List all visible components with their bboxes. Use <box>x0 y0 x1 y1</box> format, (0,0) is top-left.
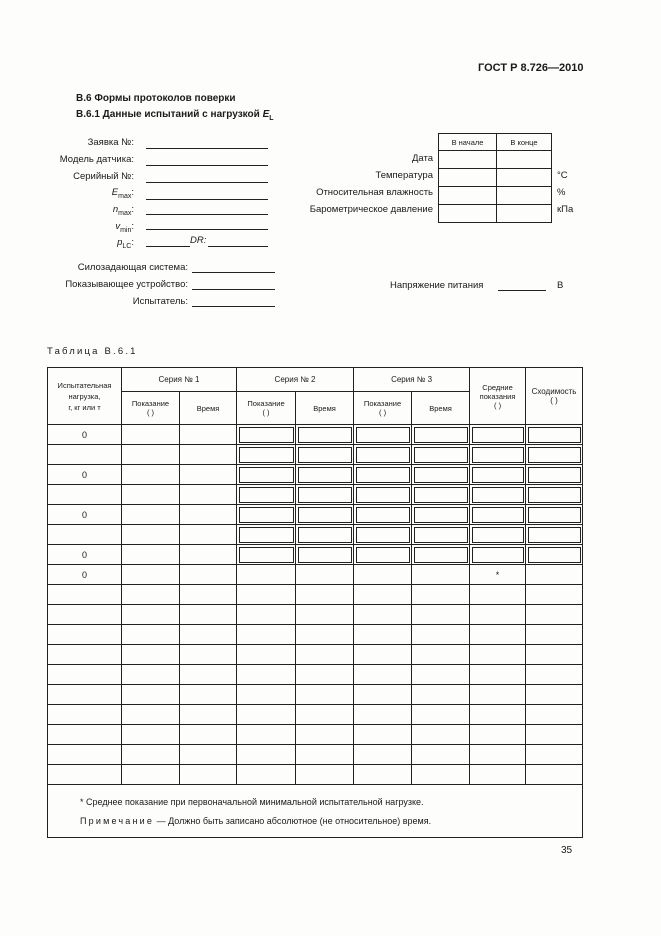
conditions-table <box>438 133 552 223</box>
value-cell[interactable] <box>122 705 180 725</box>
value-cell[interactable] <box>526 745 583 765</box>
dr-text: DR: <box>190 235 207 246</box>
value-cell[interactable] <box>180 425 237 445</box>
load-cell[interactable] <box>48 605 122 625</box>
cond-label-humidity: Относительная влажность <box>316 187 433 198</box>
value-cell[interactable] <box>354 505 412 525</box>
section-title-b6: В.6 Формы протоколов поверки <box>76 93 236 104</box>
table-row <box>48 705 583 725</box>
value-cell[interactable] <box>237 745 296 765</box>
value-cell[interactable] <box>296 565 354 585</box>
value-cell[interactable] <box>122 625 180 645</box>
note <box>80 816 582 826</box>
value-cell[interactable] <box>412 705 470 725</box>
cond-label-date: Дата <box>411 153 433 164</box>
col-end: В конце <box>497 134 552 151</box>
header-load <box>48 368 122 425</box>
header-series1: Серия № 1 <box>122 368 237 392</box>
value-cell[interactable] <box>237 425 296 445</box>
value-cell[interactable] <box>354 445 412 465</box>
nmax-sub: max <box>118 209 132 217</box>
value-cell[interactable] <box>296 625 354 645</box>
value-cell[interactable] <box>122 745 180 765</box>
cond-cell[interactable] <box>439 151 497 169</box>
value-cell[interactable] <box>470 725 526 745</box>
cond-cell[interactable] <box>497 205 552 223</box>
header-reading-paren: ( ) <box>262 408 270 417</box>
value-cell[interactable] <box>354 745 412 765</box>
header-reading-text: Показание <box>131 399 170 408</box>
emax-symbol: E <box>111 187 119 198</box>
value-cell[interactable] <box>122 565 180 585</box>
load-cell[interactable]: 0 <box>48 465 122 485</box>
standard-number: ГОСТ Р 8.726—2010 <box>478 62 584 74</box>
header-reading-3 <box>354 392 412 425</box>
load-cell[interactable]: 0 <box>48 505 122 525</box>
value-cell[interactable] <box>122 665 180 685</box>
table-row <box>48 505 583 525</box>
section-b61-text: В.6.1 Данные испытаний с нагрузкой <box>76 109 260 120</box>
data-rows <box>48 425 583 785</box>
voltage-unit: В <box>557 280 564 291</box>
value-cell[interactable] <box>296 585 354 605</box>
tester-line[interactable] <box>192 306 275 307</box>
value-cell[interactable] <box>354 605 412 625</box>
value-cell[interactable] <box>296 445 354 465</box>
value-cell[interactable] <box>526 485 583 505</box>
value-cell[interactable] <box>180 685 237 705</box>
table-row <box>48 605 583 625</box>
value-cell[interactable] <box>412 685 470 705</box>
value-cell[interactable] <box>354 665 412 685</box>
header-average-text: Средние показания <box>479 382 516 401</box>
main-table <box>47 367 583 838</box>
unit-humidity: % <box>557 187 566 198</box>
value-cell[interactable] <box>237 565 296 585</box>
load-system-label: Силозадающая система: <box>77 262 188 273</box>
table-footnote-cell <box>48 785 583 838</box>
value-cell[interactable] <box>180 565 237 585</box>
value-cell[interactable] <box>122 465 180 485</box>
value-cell[interactable] <box>122 765 180 785</box>
footnote: * Среднее показание при первоначальной минимальной испытательной нагрузке. <box>80 796 424 807</box>
value-cell[interactable] <box>180 745 237 765</box>
value-cell[interactable] <box>296 765 354 785</box>
value-cell[interactable] <box>180 605 237 625</box>
table-row <box>48 485 583 505</box>
note-label: Примечание <box>80 815 155 826</box>
table-row <box>48 765 583 785</box>
value-cell[interactable] <box>296 705 354 725</box>
value-cell[interactable] <box>122 425 180 445</box>
table-row <box>48 425 583 445</box>
value-cell[interactable] <box>526 585 583 605</box>
value-cell[interactable] <box>470 605 526 625</box>
value-cell[interactable] <box>354 425 412 445</box>
average-mark[interactable]: * <box>470 565 526 585</box>
table-row <box>48 525 583 545</box>
cond-cell[interactable] <box>439 205 497 223</box>
value-cell[interactable] <box>470 545 526 565</box>
value-cell[interactable] <box>412 525 470 545</box>
value-cell[interactable] <box>354 705 412 725</box>
note-text: — Должно быть записано абсолютное (не относительное) время. <box>154 815 432 826</box>
load-cell[interactable] <box>48 525 122 545</box>
value-cell[interactable] <box>296 425 354 445</box>
vmin-symbol: v <box>115 221 121 232</box>
plc-line[interactable] <box>146 246 190 247</box>
value-cell[interactable] <box>237 605 296 625</box>
value-cell[interactable] <box>354 485 412 505</box>
value-cell[interactable] <box>237 445 296 465</box>
value-cell[interactable] <box>122 525 180 545</box>
value-cell[interactable] <box>354 525 412 545</box>
value-cell[interactable] <box>412 485 470 505</box>
nmax-line[interactable] <box>146 214 268 215</box>
value-cell[interactable] <box>526 425 583 445</box>
value-cell[interactable] <box>296 685 354 705</box>
value-cell[interactable] <box>526 765 583 785</box>
header-reading-paren: ( ) <box>378 408 387 417</box>
value-cell[interactable] <box>526 605 583 625</box>
cond-cell[interactable] <box>497 169 552 187</box>
load-cell[interactable] <box>48 745 122 765</box>
value-cell[interactable] <box>237 665 296 685</box>
value-cell[interactable] <box>412 645 470 665</box>
load-cell[interactable] <box>48 625 122 645</box>
value-cell[interactable] <box>180 645 237 665</box>
value-cell[interactable] <box>122 725 180 745</box>
value-cell[interactable] <box>526 565 583 585</box>
application-line[interactable] <box>146 148 268 149</box>
tester-label: Испытатель: <box>132 296 188 307</box>
value-cell[interactable] <box>526 625 583 645</box>
page-number: 35 <box>561 845 573 856</box>
header-convergence-text: Сходимость <box>531 387 577 396</box>
sensor-model-label: Модель датчика: <box>59 154 134 165</box>
dr-label <box>190 235 206 246</box>
value-cell[interactable] <box>354 565 412 585</box>
value-cell[interactable] <box>122 645 180 665</box>
cond-cell[interactable] <box>439 169 497 187</box>
value-cell[interactable] <box>526 545 583 565</box>
value-cell[interactable] <box>237 765 296 785</box>
header-reading-1 <box>122 392 180 425</box>
value-cell[interactable] <box>296 645 354 665</box>
voltage-label: Напряжение питания <box>390 280 484 291</box>
value-cell[interactable] <box>296 485 354 505</box>
value-cell[interactable] <box>354 645 412 665</box>
header-series3: Серия № 3 <box>354 368 470 392</box>
value-cell[interactable] <box>470 745 526 765</box>
dr-line[interactable] <box>208 246 268 247</box>
cond-label-temp: Температура <box>375 170 433 181</box>
header-time-1: Время <box>180 392 237 425</box>
header-load-text: Испытательная нагрузка, <box>57 380 112 401</box>
table-row <box>48 465 583 485</box>
load-cell[interactable]: 0 <box>48 425 122 445</box>
value-cell[interactable] <box>180 445 237 465</box>
value-cell[interactable] <box>122 445 180 465</box>
unit-temp: °C <box>557 170 568 181</box>
header-load-units: г, кг или т <box>68 402 101 412</box>
value-cell[interactable] <box>180 525 237 545</box>
value-cell[interactable] <box>354 685 412 705</box>
value-cell[interactable] <box>180 505 237 525</box>
nmax-label <box>30 204 134 217</box>
value-cell[interactable] <box>526 445 583 465</box>
value-cell[interactable] <box>296 745 354 765</box>
indicator-label: Показывающее устройство: <box>65 279 188 290</box>
value-cell[interactable] <box>526 645 583 665</box>
section-b61-symbol: E <box>262 109 270 120</box>
vmin-sub: min <box>120 226 132 234</box>
table-row <box>48 725 583 745</box>
application-label: Заявка №: <box>87 137 134 148</box>
value-cell[interactable] <box>180 485 237 505</box>
value-cell[interactable] <box>412 565 470 585</box>
value-cell[interactable] <box>296 605 354 625</box>
value-cell[interactable] <box>354 585 412 605</box>
value-cell[interactable] <box>237 645 296 665</box>
table-caption: Таблица В.6.1 <box>47 346 138 357</box>
unit-pressure: кПа <box>557 204 574 215</box>
value-cell[interactable] <box>470 465 526 485</box>
value-cell[interactable] <box>237 545 296 565</box>
value-cell[interactable] <box>526 705 583 725</box>
value-cell[interactable] <box>470 425 526 445</box>
cond-label-pressure: Барометрическое давление <box>309 204 433 215</box>
value-cell[interactable] <box>296 465 354 485</box>
nmax-colon: : <box>131 204 134 215</box>
value-cell[interactable] <box>412 425 470 445</box>
value-cell[interactable] <box>470 685 526 705</box>
value-cell[interactable] <box>412 505 470 525</box>
plc-colon: : <box>131 237 134 248</box>
value-cell[interactable] <box>237 505 296 525</box>
value-cell[interactable] <box>237 625 296 645</box>
value-cell[interactable] <box>354 465 412 485</box>
header-convergence-paren: ( ) <box>550 396 558 405</box>
value-cell[interactable] <box>412 465 470 485</box>
plc-label <box>30 237 134 250</box>
value-cell[interactable] <box>180 665 237 685</box>
table-row <box>48 585 583 605</box>
value-cell[interactable] <box>237 485 296 505</box>
emax-colon: : <box>131 187 134 198</box>
serial-label: Серийный №: <box>73 171 134 182</box>
value-cell[interactable] <box>412 725 470 745</box>
load-cell[interactable] <box>48 705 122 725</box>
voltage-line[interactable] <box>498 290 546 291</box>
table-row <box>48 445 583 465</box>
value-cell[interactable] <box>296 665 354 685</box>
header-reading-text: Показание <box>247 399 285 408</box>
value-cell[interactable] <box>470 625 526 645</box>
value-cell[interactable] <box>412 585 470 605</box>
value-cell[interactable] <box>526 465 583 485</box>
value-cell[interactable] <box>237 705 296 725</box>
value-cell[interactable] <box>526 725 583 745</box>
cond-cell[interactable] <box>497 151 552 169</box>
value-cell[interactable] <box>296 545 354 565</box>
plc-sub: LC <box>122 242 132 250</box>
value-cell[interactable] <box>470 525 526 545</box>
value-cell[interactable] <box>237 525 296 545</box>
value-cell[interactable] <box>122 685 180 705</box>
value-cell[interactable] <box>526 665 583 685</box>
header-reading-paren: ( ) <box>146 408 155 417</box>
nmax-symbol: n <box>112 204 119 215</box>
load-system-line[interactable] <box>192 272 275 273</box>
load-cell[interactable] <box>48 485 122 505</box>
table-row <box>48 545 583 565</box>
value-cell[interactable] <box>354 625 412 645</box>
load-cell[interactable] <box>48 645 122 665</box>
value-cell[interactable] <box>180 765 237 785</box>
table-row <box>48 665 583 685</box>
value-cell[interactable] <box>412 545 470 565</box>
value-cell[interactable] <box>354 725 412 745</box>
value-cell[interactable] <box>412 745 470 765</box>
cond-cell[interactable] <box>439 187 497 205</box>
value-cell[interactable] <box>296 725 354 745</box>
value-cell[interactable] <box>470 485 526 505</box>
value-cell[interactable] <box>412 605 470 625</box>
value-cell[interactable] <box>412 665 470 685</box>
value-cell[interactable] <box>470 705 526 725</box>
table-row <box>48 745 583 765</box>
value-cell[interactable] <box>354 765 412 785</box>
col-start: В начале <box>439 134 497 151</box>
load-cell[interactable]: 0 <box>48 545 122 565</box>
emax-line[interactable] <box>146 199 268 200</box>
header-average <box>470 368 526 425</box>
value-cell[interactable] <box>470 665 526 685</box>
value-cell[interactable] <box>470 585 526 605</box>
load-cell[interactable] <box>48 445 122 465</box>
load-cell[interactable] <box>48 725 122 745</box>
emax-label <box>30 187 134 200</box>
vmin-line[interactable] <box>146 229 268 230</box>
value-cell[interactable] <box>470 645 526 665</box>
header-reading-text: Показание <box>363 399 402 408</box>
table-row <box>48 565 583 585</box>
value-cell[interactable] <box>237 585 296 605</box>
header-series2: Серия № 2 <box>237 368 354 392</box>
value-cell[interactable] <box>180 725 237 745</box>
serial-line[interactable] <box>146 182 268 183</box>
value-cell[interactable] <box>526 685 583 705</box>
value-cell[interactable] <box>412 765 470 785</box>
section-title-b61 <box>76 109 274 122</box>
value-cell[interactable] <box>180 545 237 565</box>
header-reading-2 <box>237 392 296 425</box>
table-row <box>48 625 583 645</box>
header-time-2: Время <box>296 392 354 425</box>
value-cell[interactable] <box>354 545 412 565</box>
value-cell[interactable] <box>412 445 470 465</box>
value-cell[interactable] <box>122 485 180 505</box>
value-cell[interactable] <box>180 465 237 485</box>
header-average-paren: ( ) <box>494 400 502 410</box>
value-cell[interactable] <box>470 445 526 465</box>
value-cell[interactable] <box>122 585 180 605</box>
indicator-line[interactable] <box>192 289 275 290</box>
value-cell[interactable] <box>180 705 237 725</box>
value-cell[interactable] <box>122 545 180 565</box>
value-cell[interactable] <box>412 625 470 645</box>
load-cell[interactable] <box>48 585 122 605</box>
value-cell[interactable] <box>180 625 237 645</box>
value-cell[interactable] <box>470 505 526 525</box>
emax-sub: max <box>118 192 132 200</box>
load-cell[interactable] <box>48 665 122 685</box>
section-b61-sub: L <box>269 115 274 122</box>
value-cell[interactable] <box>237 465 296 485</box>
value-cell[interactable] <box>296 505 354 525</box>
value-cell[interactable] <box>180 585 237 605</box>
table-row <box>48 685 583 705</box>
vmin-label <box>30 221 134 234</box>
header-convergence <box>526 368 583 425</box>
cond-cell[interactable] <box>497 187 552 205</box>
header-time-3: Время <box>412 392 470 425</box>
table-row <box>48 645 583 665</box>
plc-symbol: p <box>117 237 123 248</box>
value-cell[interactable] <box>470 765 526 785</box>
sensor-model-line[interactable] <box>146 165 268 166</box>
value-cell[interactable] <box>122 505 180 525</box>
load-cell[interactable]: 0 <box>48 565 122 585</box>
value-cell[interactable] <box>526 525 583 545</box>
value-cell[interactable] <box>122 605 180 625</box>
value-cell[interactable] <box>237 725 296 745</box>
load-cell[interactable] <box>48 765 122 785</box>
vmin-colon: : <box>131 221 134 232</box>
value-cell[interactable] <box>237 685 296 705</box>
value-cell[interactable] <box>526 505 583 525</box>
load-cell[interactable] <box>48 685 122 705</box>
value-cell[interactable] <box>296 525 354 545</box>
